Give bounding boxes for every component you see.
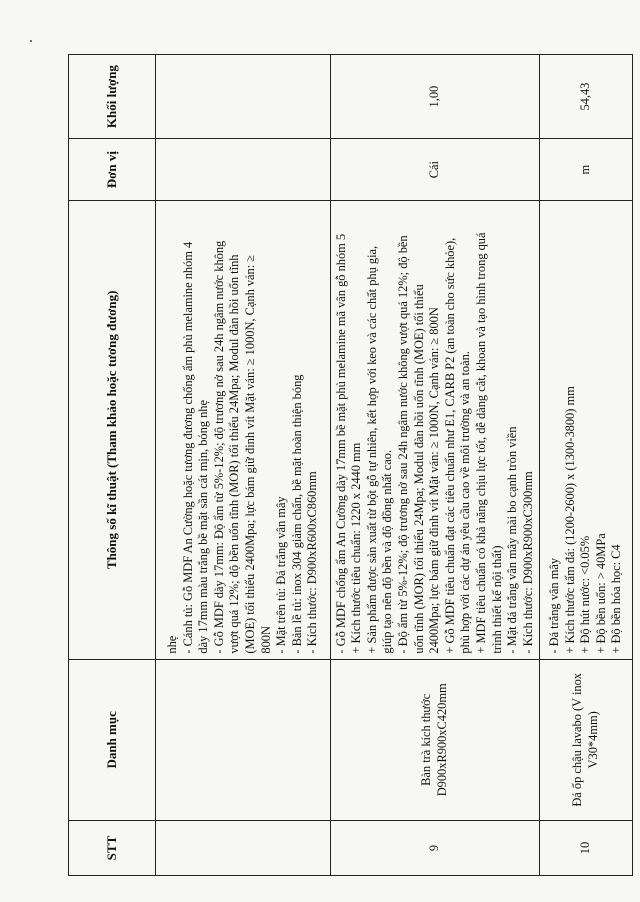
cell-stt: 10 — [540, 821, 633, 876]
table-row — [331, 55, 540, 876]
cell-name: Bàn trà kích thước D900xR900xC420mm — [331, 659, 540, 820]
table-row — [540, 55, 633, 876]
spec-line: + Kích thước tấm đá: (1200-2600) x (1300-3800) mm — [562, 386, 577, 654]
spec-line: - Mặt trên tủ: Đá trắng vân mây — [274, 496, 289, 654]
spec-line: nhẹ — [165, 635, 180, 654]
spec-line: - Bản lề tủ: inox 304 giảm chấn, bề mặt hoàn thiện bóng — [289, 374, 304, 654]
spec-line: - Cánh tủ: Gỗ MDF An Cường hoặc tương đương chống ẩm phủ melamine nhóm 4 — [180, 241, 195, 654]
cell-stt — [156, 821, 331, 876]
spec-line: + Độ hút nước: <0.05% — [578, 535, 593, 654]
spec-line: giúp tạo nên độ bền và độ đồng nhất cao. — [380, 449, 395, 654]
header-qty: Khối lượng — [69, 55, 156, 139]
spec-line: - Gỗ MDF chống ẩm An Cường dày 17mm bề mặt phủ melamine mã vân gỗ nhóm 5 — [333, 233, 348, 654]
cell-stt: 9 — [331, 821, 540, 876]
cell-spec — [540, 201, 633, 660]
cell-unit — [156, 139, 331, 201]
header-name: Danh mục — [69, 659, 156, 820]
spec-line: - Gỗ MDF dày 17mm: Độ ẩm từ 5%-12%; độ trương nở sau 24h ngâm nước không — [211, 240, 226, 654]
cell-unit: Cái — [331, 139, 540, 201]
spec-line: dày 17mm màu trắng bề mặt sần cát mịn, bóng nhẹ — [196, 400, 211, 654]
spec-line: - Kích thước: D900xR600xC860mm — [305, 471, 320, 654]
header-stt: STT — [69, 821, 156, 876]
cell-name — [156, 659, 331, 820]
table-row — [156, 55, 331, 876]
spec-line: - Độ ẩm từ 5%-12%; độ trương nở sau 24h ngâm nước không vượt quá 12%; độ bền — [396, 235, 411, 654]
cell-qty: 54,43 — [540, 55, 633, 139]
spec-line: - Kích thước: D900xR900xC300mm — [520, 471, 535, 654]
cell-spec — [331, 201, 540, 660]
spec-line: + Sản phẩm được sản xuất từ bột gỗ tự nhiên, kết hợp với keo và các chất phụ gia, — [364, 245, 379, 654]
spec-line: uốn tĩnh (MOR) tối thiểu 24Mpa; Modul đàn hồi uốn tĩnh (MOE) tối thiểu — [411, 284, 426, 654]
spec-line: + Kích thước tiêu chuẩn: 1220 x 2440 mm — [349, 442, 364, 654]
spec-line: 800N — [258, 626, 273, 654]
spec-line: phù hợp với các dự án yêu cầu cao về môi trường và an toàn. — [458, 351, 473, 654]
spec-line: vượt quá 12%; độ bền uốn tĩnh (MOR) tối thiểu 24Mpa; Modul đàn hồi uốn tĩnh — [227, 254, 242, 654]
spec-line: + Gỗ MDF tiêu chuẩn đạt các tiêu chuẩn như E1, CARB P2 (an toàn cho sức khỏe), — [442, 237, 457, 654]
cell-qty — [156, 55, 331, 139]
rotated-page — [68, 54, 624, 876]
spec-line: + MDF tiêu chuẩn có khả năng chịu lực tốt, dễ dàng cắt, khoan và tạo hình trong quá — [473, 232, 488, 654]
spec-line: trình thiết kế nội thất) — [489, 545, 504, 654]
cell-name: Đá ốp chậu lavabo (V inox V30*4mm) — [540, 659, 633, 820]
spec-line: + Độ bền hóa học: C4 — [609, 544, 624, 654]
spec-line: 2400Mpa; lực bám giữ đinh vít Mặt ván: ≥ 1000N, Cạnh ván: ≥ 800N — [427, 307, 442, 654]
spec-line: - Đá trắng vân mây — [547, 557, 562, 654]
spec-table — [68, 54, 633, 876]
cell-unit: m — [540, 139, 633, 201]
scan-speck — [30, 40, 32, 42]
header-spec: Thông số kĩ thuật (Tham khảo hoặc tương đương) — [69, 201, 156, 660]
cell-qty: 1,00 — [331, 55, 540, 139]
cell-spec — [156, 201, 331, 660]
header-unit: Đơn vị — [69, 139, 156, 201]
spec-line: (MOE) tối thiểu 2400Mpa; lực bám giữ đinh vít Mặt ván: ≥ 1000N, Cạnh ván: ≥ — [243, 254, 257, 654]
spec-line: + Độ bền uốn: > 40MPa — [593, 533, 608, 654]
header-row — [69, 55, 156, 876]
spec-line: - Mặt đá trắng vân mây mài bo cạnh tròn viền — [505, 426, 520, 654]
